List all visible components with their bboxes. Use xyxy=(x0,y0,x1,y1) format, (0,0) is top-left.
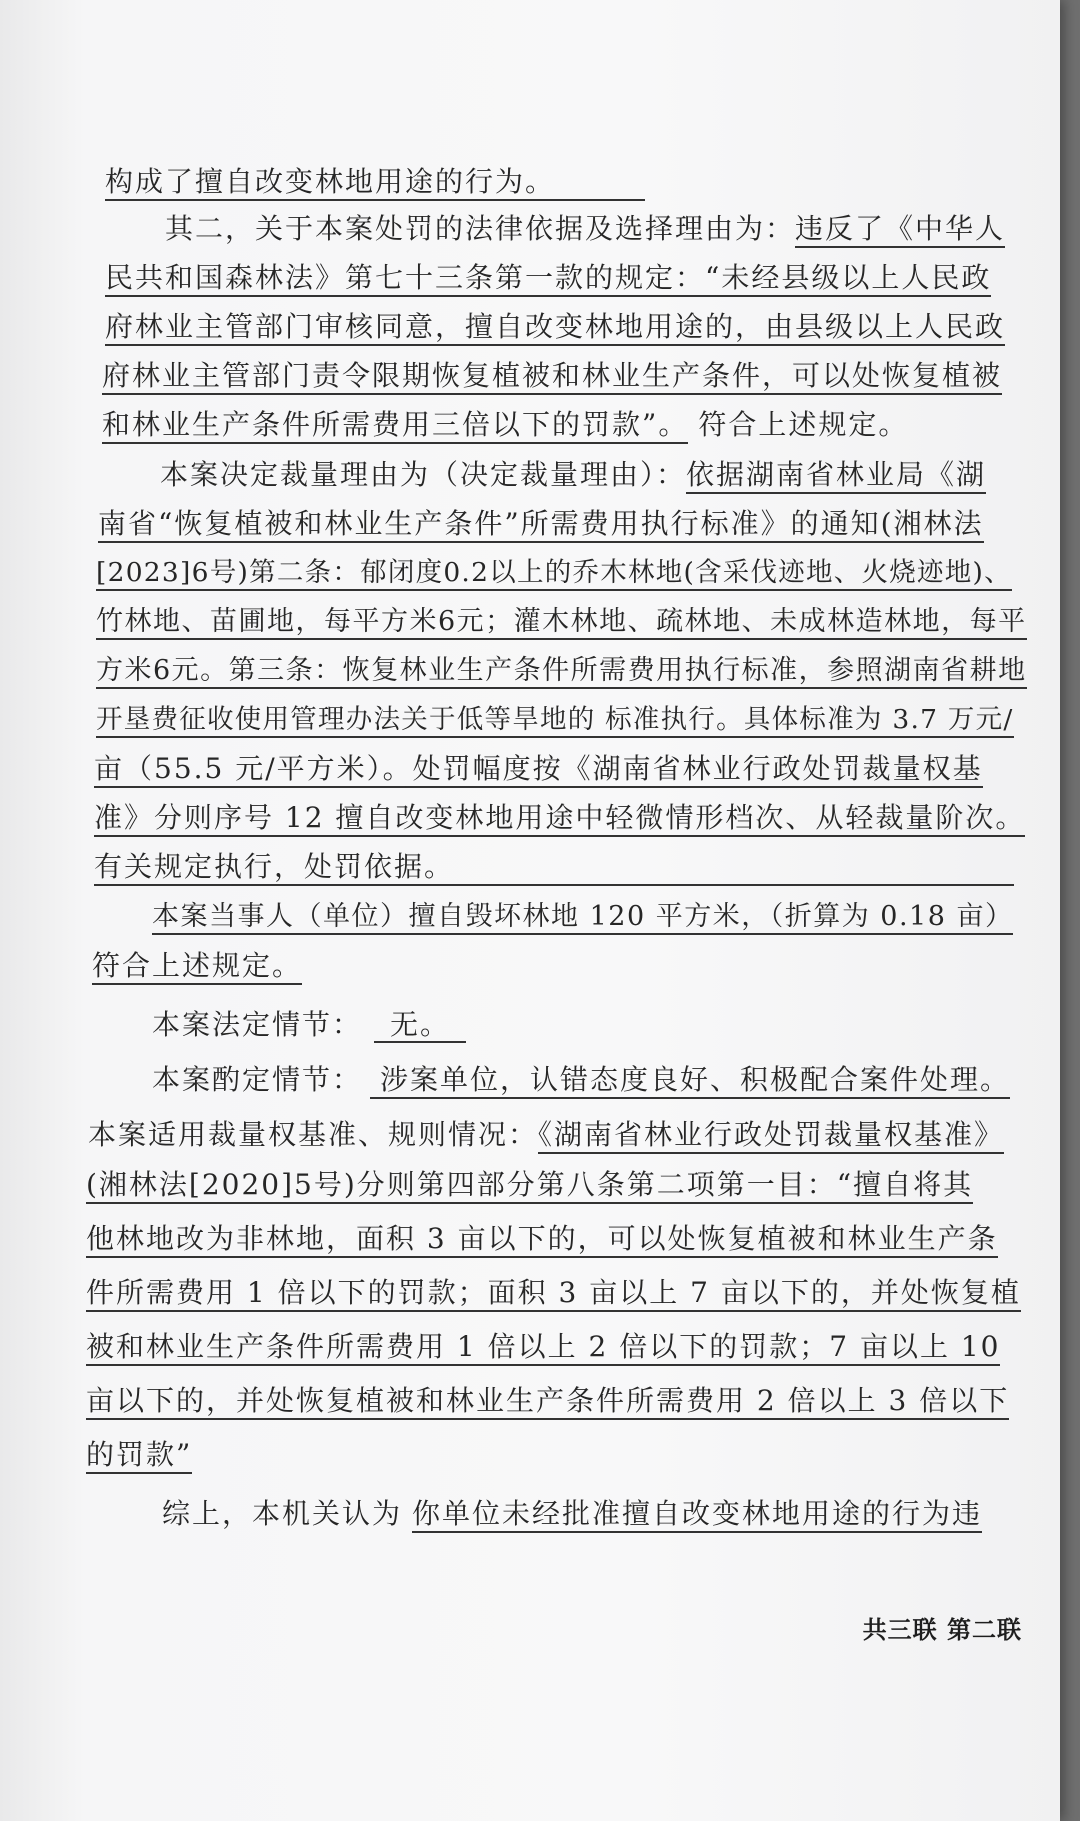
text-line: 本案酌定情节： 涉案单位，认错态度良好、积极配合案件处理。 xyxy=(152,1063,1010,1097)
text-line: 本案当事人（单位）擅自毁坏林地 120 平方米，（折算为 0.18 亩） xyxy=(152,900,1013,934)
text-line: 其二，关于本案处罚的法律依据及选择理由为：违反了《中华人 xyxy=(165,212,1005,246)
text-line: 民共和国森林法》第七十三条第一款的规定：“未经县级以上人民政 xyxy=(105,261,991,295)
text-line: 本案决定裁量理由为（决定裁量理由）：依据湖南省林业局《湖 xyxy=(160,458,986,492)
text-line: 南省“恢复植被和林业生产条件”所需费用执行标准》的通知(湘林法 xyxy=(98,507,984,541)
text-line: 方米6元。第三条：恢复林业生产条件所需费用执行标准，参照湖南省耕地 xyxy=(96,654,1027,688)
text-line: 综上，本机关认为 你单位未经批准擅自改变林地用途的行为违 xyxy=(162,1497,982,1531)
text-line: 和林业生产条件所需费用三倍以下的罚款”。 符合上述规定。 xyxy=(102,408,908,442)
text-line: 有关规定执行，处罚依据。 xyxy=(94,850,1014,884)
text-line: 亩以下的，并处恢复植被和林业生产条件所需费用 2 倍以上 3 倍以下 xyxy=(86,1384,1009,1418)
text-line: 构成了擅自改变林地用途的行为。 xyxy=(105,165,645,199)
text-line: [2023]6号)第二条：郁闭度0.2以上的乔木林地(含采伐迹地、火烧迹地)、 xyxy=(96,556,1012,590)
text-line: 本案适用裁量权基准、规则情况：《湖南省林业行政处罚裁量权基准》 xyxy=(88,1118,1004,1152)
text-line: 亩（55.5 元/平方米）。处罚幅度按《湖南省林业行政处罚裁量权基 xyxy=(94,752,983,786)
text-line: 他林地改为非林地，面积 3 亩以下的，可以处恢复植被和林业生产条 xyxy=(86,1222,998,1256)
text-line: 的罚款” xyxy=(86,1438,192,1472)
text-line: 府林业主管部门审核同意，擅自改变林地用途的，由县级以上人民政 xyxy=(105,310,1005,344)
text-line: 符合上述规定。 xyxy=(92,949,302,983)
text-line: 件所需费用 1 倍以下的罚款；面积 3 亩以上 7 亩以下的，并处恢复植 xyxy=(86,1276,1021,1310)
page-footer: 共三联 第二联 xyxy=(862,1616,1022,1644)
text-line: 本案法定情节： 无。 xyxy=(152,1008,466,1042)
text-line: 开垦费征收使用管理办法关于低等旱地的 标准执行。具体标准为 3.7 万元/ xyxy=(96,703,1014,737)
text-line: 府林业主管部门责令限期恢复植被和林业生产条件，可以处恢复植被 xyxy=(102,359,1002,393)
text-line: 被和林业生产条件所需费用 1 倍以上 2 倍以下的罚款；7 亩以上 10 xyxy=(86,1330,1000,1364)
text-line: 竹林地、苗圃地，每平方米6元；灌木林地、疏林地、未成林造林地，每平 xyxy=(96,605,1027,639)
text-line: (湘林法[2020]5号)分则第四部分第八条第二项第一目：“擅自将其 xyxy=(86,1168,973,1202)
text-line: 准》分则序号 12 擅自改变林地用途中轻微情形档次、从轻裁量阶次。 xyxy=(94,801,1025,835)
